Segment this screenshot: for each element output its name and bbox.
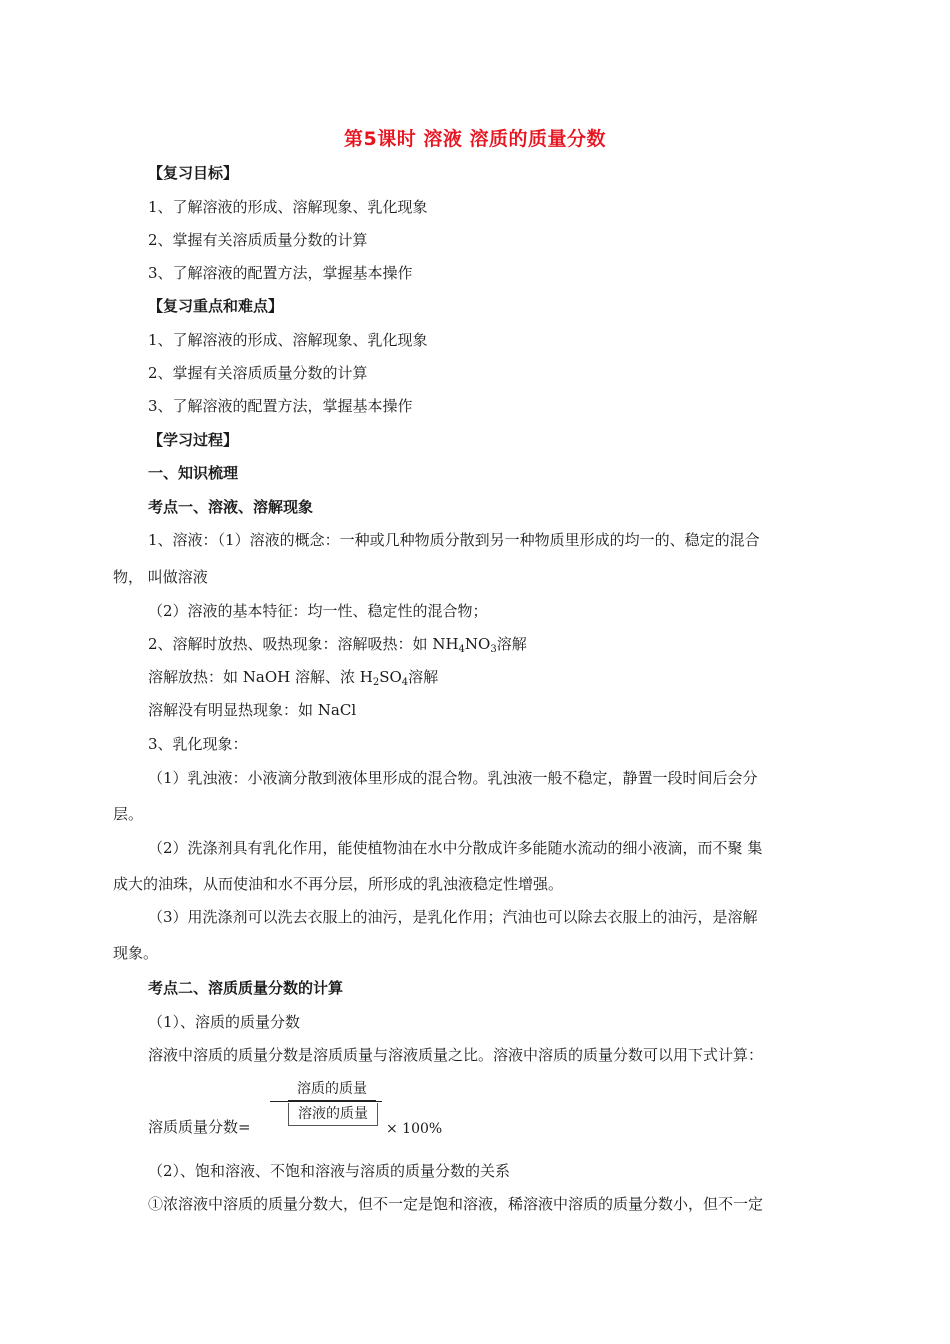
review-goal-item: 3、了解溶液的配置方法，掌握基本操作	[148, 264, 413, 282]
text: 2、溶解时放热、吸热现象：溶解吸热：如 NH	[148, 635, 459, 653]
formula-fraction	[284, 1076, 380, 1130]
key-points-heading: 【复习重点和难点】	[148, 297, 284, 315]
subscript: 4	[458, 644, 465, 655]
paragraph-line: 1、溶液：（1）溶液的概念：一种或几种物质分散到另一种物质里形成的均一的、稳定的混合	[148, 531, 760, 549]
formula-multiplier: × 100%	[386, 1121, 443, 1137]
paragraph-line: （2）、饱和溶液、不饱和溶液与溶质的质量分数的关系	[148, 1162, 511, 1180]
paragraph-line: ①浓溶液中溶质的质量分数大，但不一定是饱和溶液，稀溶液中溶质的质量分数小，但不一定	[148, 1195, 764, 1213]
text: 溶解放热：如 NaOH 溶解、浓 H	[148, 668, 373, 686]
formula-denominator: 溶液的质量	[288, 1103, 378, 1126]
process-heading: 【学习过程】	[148, 431, 239, 449]
formula-label: 溶质质量分数=	[148, 1118, 251, 1136]
paragraph-line: 3、乳化现象：	[148, 735, 248, 753]
paragraph-line: （1）乳浊液：小液滴分散到液体里形成的混合物。乳浊液一般不稳定，静置一段时间后会分	[148, 769, 758, 787]
key-point-item: 1、了解溶液的形成、溶解现象、乳化现象	[148, 331, 428, 349]
formula-numerator: 溶质的质量	[288, 1078, 376, 1101]
paragraph-line: 成大的油珠，从而使油和水不再分层，所形成的乳浊液稳定性增强。	[113, 875, 564, 893]
paragraph-line: 现象。	[113, 944, 159, 962]
knowledge-point-title: 考点一、溶液、溶解现象	[148, 498, 314, 516]
paragraph-line: （2）洗涤剂具有乳化作用，能使植物油在水中分散成许多能随水流动的细小液滴，而不聚 集	[148, 839, 763, 857]
text: NO	[464, 635, 491, 653]
subscript: 2	[372, 677, 380, 688]
text: 溶解	[496, 635, 527, 653]
page-title: 第5课时 溶液 溶质的质量分数	[344, 128, 606, 150]
review-goal-item: 2、掌握有关溶质质量分数的计算	[148, 231, 368, 249]
section-heading: 一、知识梳理	[148, 464, 239, 482]
paragraph-line	[148, 667, 438, 687]
paragraph-line: 层。	[113, 805, 144, 823]
paragraph-line: 物， 叫做溶液	[113, 568, 208, 586]
review-goals-heading: 【复习目标】	[148, 164, 239, 182]
key-point-item: 2、掌握有关溶质质量分数的计算	[148, 364, 368, 382]
key-point-item: 3、了解溶液的配置方法，掌握基本操作	[148, 397, 413, 415]
text: 溶解	[408, 668, 439, 686]
paragraph-line: （2）溶液的基本特征：均一性、稳定性的混合物；	[148, 602, 488, 620]
paragraph-line: （1）、溶质的质量分数	[148, 1013, 301, 1031]
knowledge-point-title: 考点二、溶质质量分数的计算	[148, 979, 344, 997]
review-goal-item: 1、了解溶液的形成、溶解现象、乳化现象	[148, 198, 428, 216]
paragraph-line: 溶液中溶质的质量分数是溶质质量与溶液质量之比。溶液中溶质的质量分数可以用下式计算：	[148, 1046, 764, 1064]
paragraph-line: 溶解没有明显热现象：如 NaCl	[148, 701, 357, 719]
text: SO	[379, 668, 402, 686]
paragraph-line	[148, 634, 527, 654]
subscript: 3	[490, 644, 497, 655]
subscript: 4	[401, 677, 409, 688]
fraction-bar	[270, 1101, 382, 1102]
paragraph-line: （3）用洗涤剂可以洗去衣服上的油污，是乳化作用；汽油也可以除去衣服上的油污，是溶解	[148, 908, 758, 926]
